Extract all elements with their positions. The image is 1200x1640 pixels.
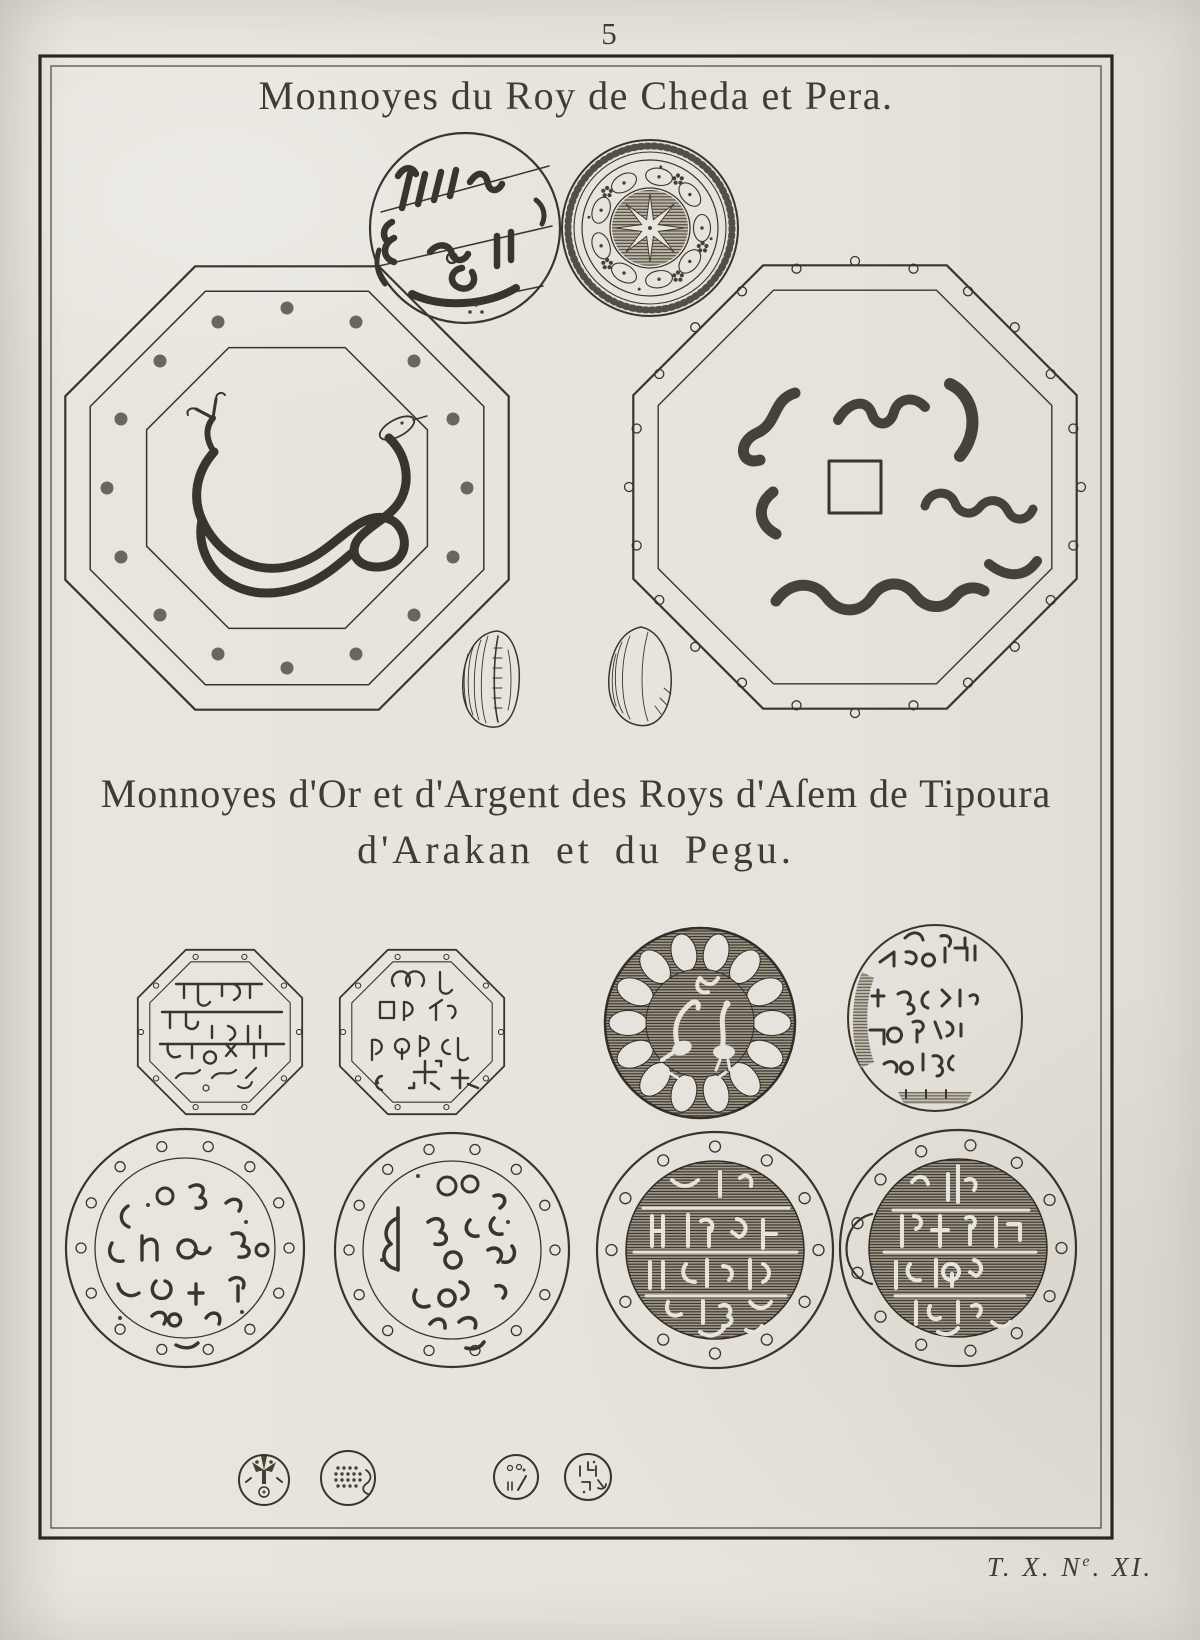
pellet-ring xyxy=(101,302,474,675)
suspension-loop xyxy=(847,1214,873,1284)
plate-reference-sup: e xyxy=(1082,1553,1093,1570)
cowrie-shell-front xyxy=(463,631,520,727)
plate-subtitle-line2: d'Arakan et du Pegu. xyxy=(357,827,795,872)
plate-subtitle-line1: Monnoyes d'Or et d'Argent des Roys d'Aſem de Tipoura xyxy=(100,771,1052,816)
octagon-snake-coin xyxy=(65,266,508,709)
small-punch-coin-4 xyxy=(565,1454,611,1500)
asem-octagon-coin-2 xyxy=(340,950,504,1114)
flame-scrolls xyxy=(743,384,1037,610)
round-incuse-coin-1 xyxy=(597,1132,833,1368)
cowrie-shell-back xyxy=(609,627,671,726)
round-script-coin-1 xyxy=(66,1129,304,1367)
serpent xyxy=(187,393,427,593)
asem-octagon-coin-1 xyxy=(138,950,302,1114)
plate-reference-suffix: . XI. xyxy=(1092,1552,1154,1582)
small-punch-coin-3 xyxy=(494,1455,538,1499)
octagon-square-hole-coin xyxy=(625,257,1086,718)
small-punch-coin-2 xyxy=(321,1451,375,1505)
coin-cheda-obverse xyxy=(370,133,560,323)
coin-cheda-reverse xyxy=(562,140,738,316)
round-script-coin-2 xyxy=(335,1133,569,1367)
tipoura-rosette-coin xyxy=(605,928,795,1118)
square-hole xyxy=(829,461,881,513)
bead-ring xyxy=(625,257,1086,718)
page-number: 5 xyxy=(601,16,619,51)
arakan-script-coin xyxy=(848,925,1022,1111)
plate-reference-prefix: T. X. N xyxy=(986,1552,1083,1582)
plate-title: Monnoyes du Roy de Cheda et Pera. xyxy=(258,73,894,118)
round-incuse-coin-2 xyxy=(840,1130,1076,1366)
small-punch-coin-1 xyxy=(239,1455,289,1505)
